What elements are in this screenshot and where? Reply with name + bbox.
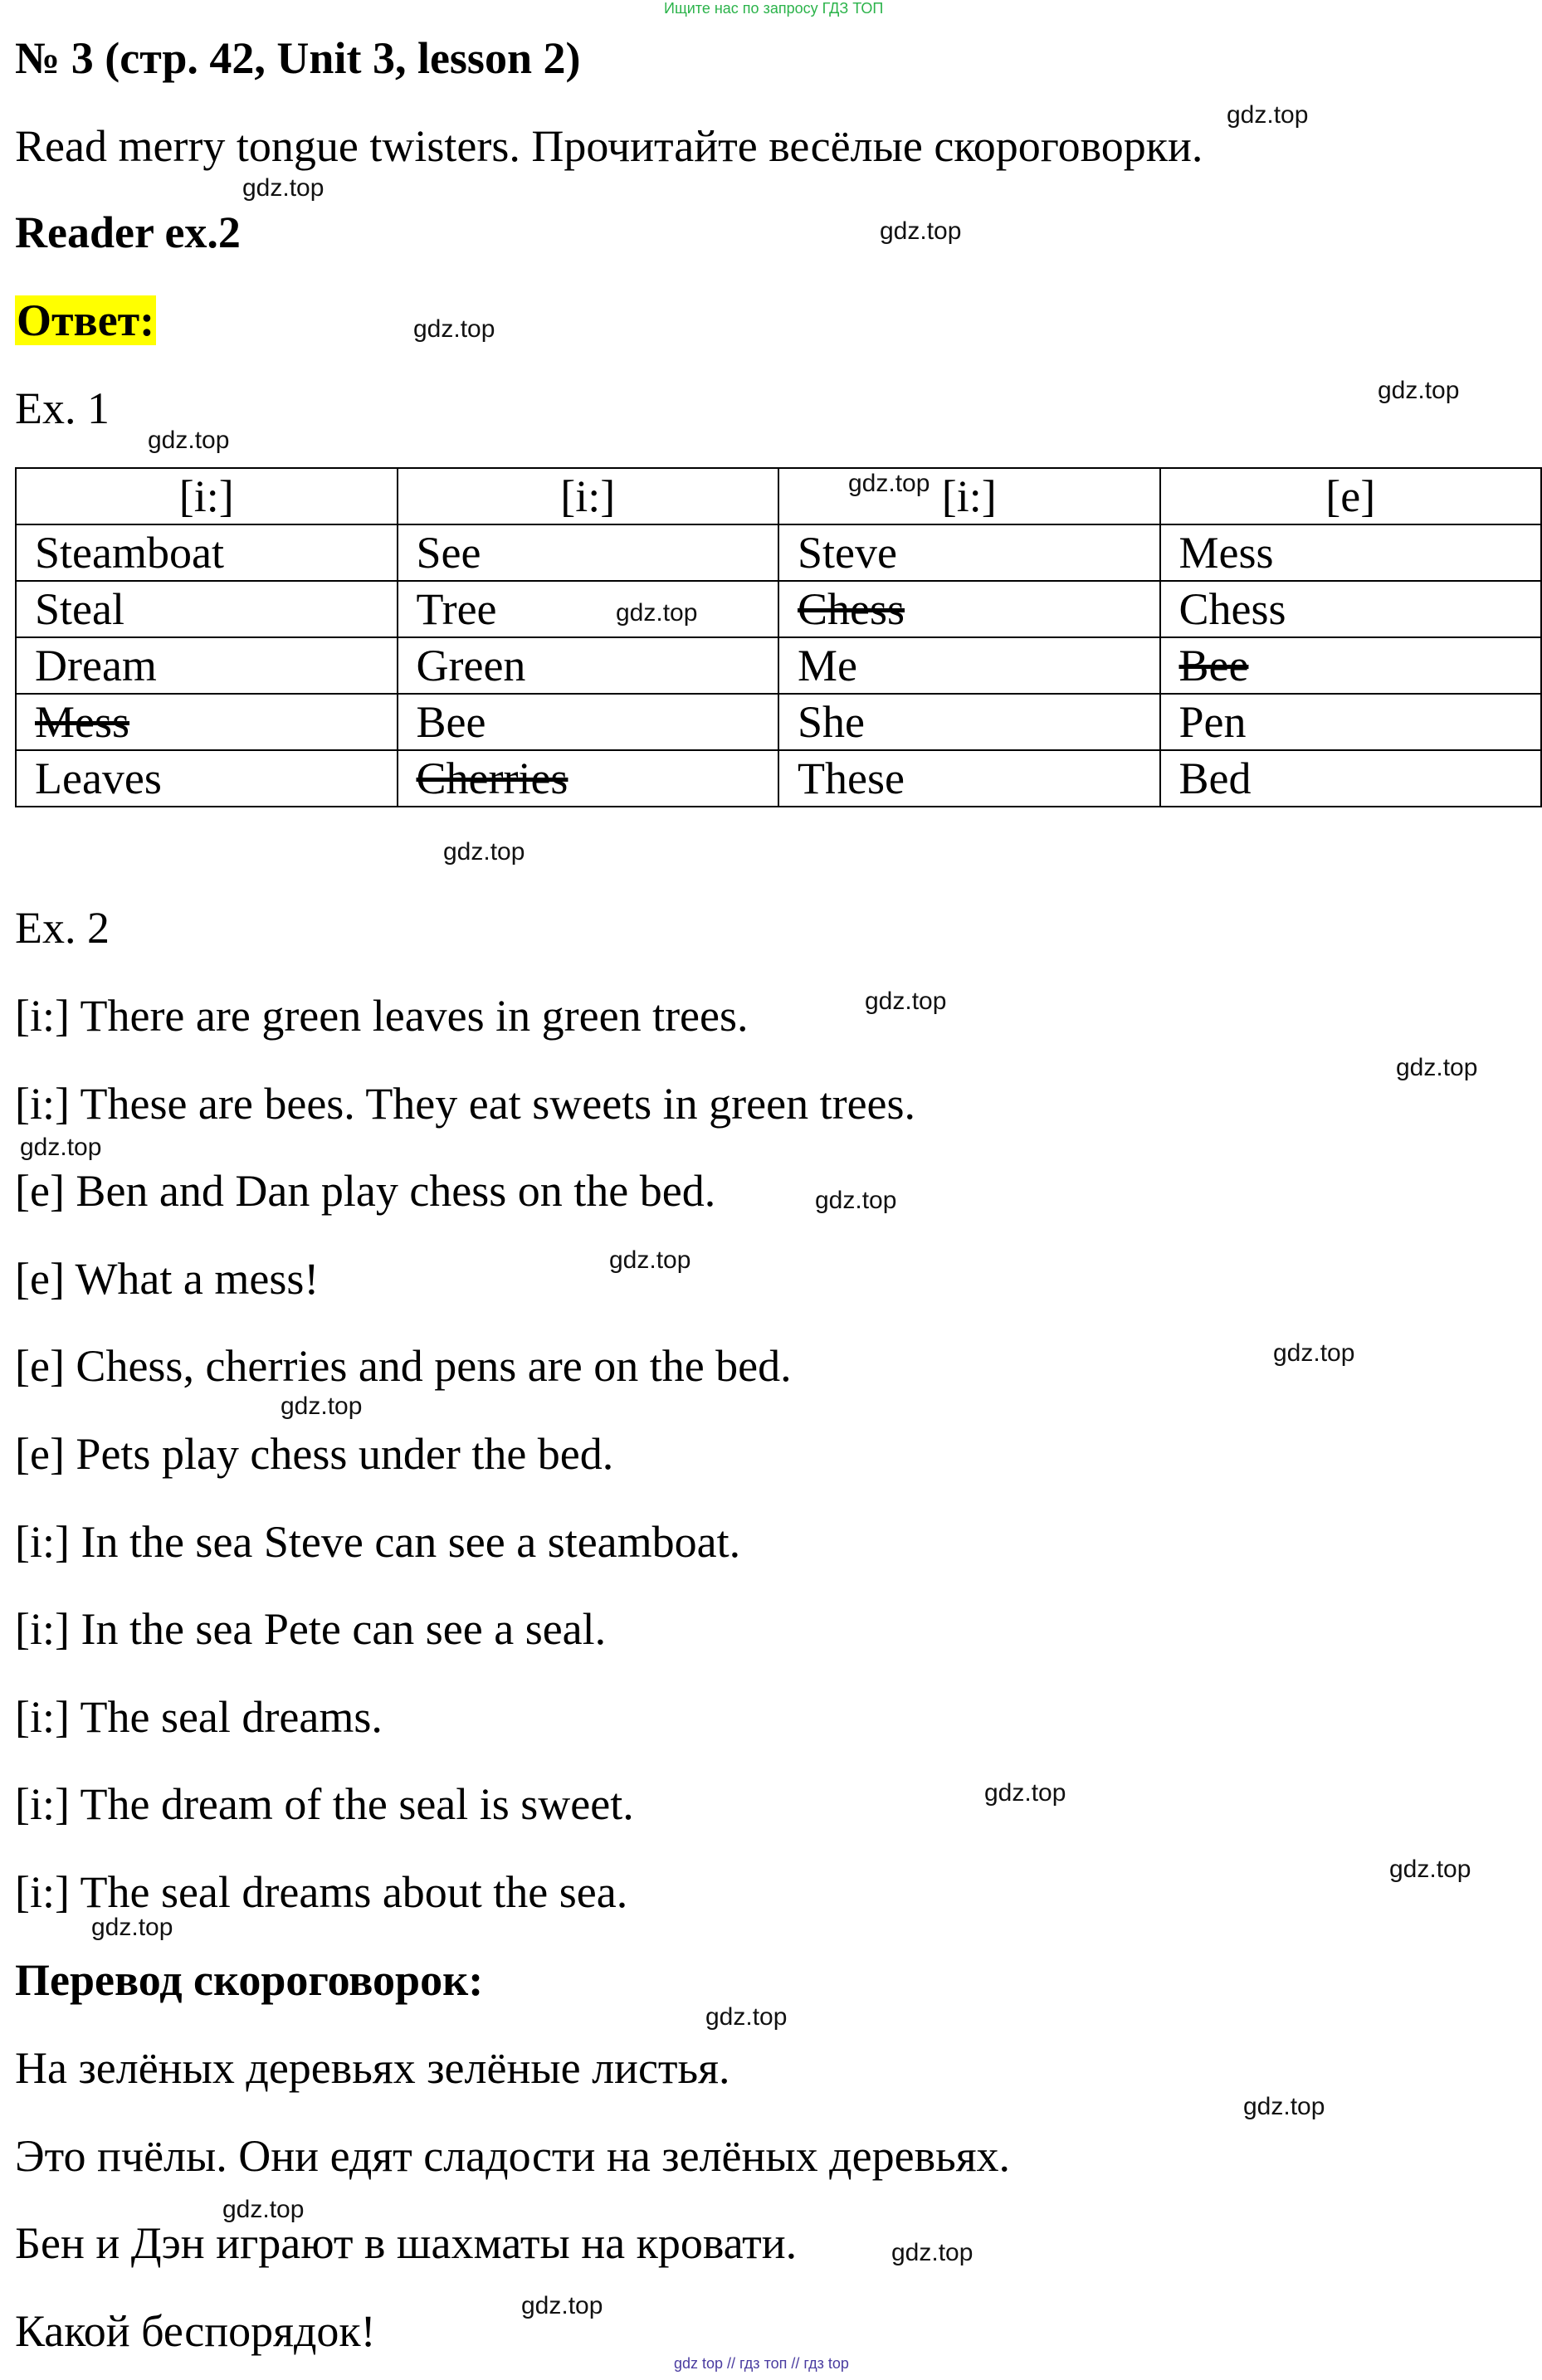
- ex1-label: Ex. 1: [15, 383, 110, 433]
- watermark: gdz.top: [521, 2292, 603, 2319]
- table-cell: Mess: [16, 694, 398, 750]
- watermark: gdz.top: [1389, 1856, 1471, 1883]
- watermark: gdz.top: [984, 1779, 1066, 1807]
- ex2-line: [i:] The dream of the seal is sweet.: [15, 1779, 634, 1830]
- table-cell: Tree: [398, 581, 779, 637]
- ex2-line: [e] Ben and Dan play chess on the bed.: [15, 1166, 716, 1217]
- ex2-line: [i:] There are green leaves in green trees.: [15, 991, 749, 1041]
- ex2-line: [i:] These are bees. They eat sweets in green trees.: [15, 1078, 916, 1129]
- ex2-line: [i:] The seal dreams about the sea.: [15, 1867, 628, 1917]
- ex2-line: [i:] In the sea Pete can see a seal.: [15, 1604, 607, 1655]
- table-cell: Me: [778, 637, 1160, 694]
- table-cell: Chess: [778, 581, 1160, 637]
- table-cell: Pen: [1160, 694, 1542, 750]
- watermark: gdz.top: [609, 1246, 691, 1274]
- table-cell: She: [778, 694, 1160, 750]
- watermark: gdz.top: [1243, 2093, 1325, 2120]
- watermark: gdz.top: [1378, 377, 1460, 404]
- watermark: gdz.top: [815, 1187, 897, 1214]
- translation-line: Это пчёлы. Они едят сладости на зелёных деревьях.: [15, 2130, 1011, 2181]
- table-row: [16, 581, 1541, 637]
- watermark: gdz.top: [848, 470, 930, 497]
- ex1-header-cell: [i:]: [778, 468, 1160, 524]
- table-row: [16, 694, 1541, 750]
- watermark: gdz.top: [616, 599, 698, 627]
- table-cell: Bee: [398, 694, 779, 750]
- table-cell: Mess: [1160, 524, 1542, 581]
- ex2-label: Ex. 2: [15, 903, 110, 953]
- translation-line: Какой беспорядок!: [15, 2305, 376, 2356]
- watermark: gdz.top: [443, 838, 525, 866]
- ex2-line: [i:] In the sea Steve can see a steamboat.: [15, 1516, 741, 1567]
- footer-note: gdz top // гдз топ // гдз top: [674, 2355, 849, 2372]
- ex2-line: [i:] The seal dreams.: [15, 1691, 383, 1742]
- table-row: [16, 750, 1541, 807]
- ex2-line: [e] Pets play chess under the bed.: [15, 1429, 614, 1479]
- watermark: gdz.top: [865, 988, 947, 1015]
- translation-line: На зелёных деревьях зелёные листья.: [15, 2043, 730, 2093]
- watermark: gdz.top: [1227, 101, 1309, 129]
- watermark: gdz.top: [705, 2003, 788, 2031]
- table-cell: Green: [398, 637, 779, 694]
- instruction: Read merry tongue twisters. Прочитайте весёлые скороговорки.: [15, 121, 1203, 171]
- page-title: № 3 (стр. 42, Unit 3, lesson 2): [15, 33, 581, 83]
- translation-line: Бен и Дэн играют в шахматы на кровати.: [15, 2218, 798, 2269]
- watermark: gdz.top: [222, 2196, 305, 2223]
- table-row: [16, 637, 1541, 694]
- translation-heading: Перевод скороговорок:: [15, 1955, 484, 2005]
- table-cell: Bee: [1160, 637, 1542, 694]
- table-cell: Bed: [1160, 750, 1542, 807]
- watermark: gdz.top: [148, 427, 230, 454]
- watermark: gdz.top: [91, 1914, 173, 1941]
- table-cell: Steal: [16, 581, 398, 637]
- table-cell: Cherries: [398, 750, 779, 807]
- watermark: gdz.top: [880, 217, 962, 245]
- ex2-line: [e] What a mess!: [15, 1253, 320, 1304]
- ex2-line: [e] Chess, cherries and pens are on the bed.: [15, 1341, 792, 1392]
- ex1-header-cell: [i:]: [398, 468, 779, 524]
- ex1-header-cell: [i:]: [16, 468, 398, 524]
- watermark: gdz.top: [1273, 1339, 1355, 1367]
- table-cell: Steve: [778, 524, 1160, 581]
- table-cell: Steamboat: [16, 524, 398, 581]
- table-cell: Chess: [1160, 581, 1542, 637]
- top-note: Ищите нас по запросу ГДЗ ТОП: [664, 0, 884, 17]
- answer-label: Ответ:: [17, 295, 155, 345]
- watermark: gdz.top: [242, 174, 325, 202]
- watermark: gdz.top: [891, 2239, 974, 2266]
- watermark: gdz.top: [281, 1392, 363, 1420]
- ex1-table: [15, 467, 1542, 807]
- table-row: [16, 524, 1541, 581]
- ex1-header-cell: [e]: [1160, 468, 1542, 524]
- table-cell: Leaves: [16, 750, 398, 807]
- ex1-header-row: [16, 468, 1541, 524]
- table-cell: See: [398, 524, 779, 581]
- table-cell: These: [778, 750, 1160, 807]
- watermark: gdz.top: [413, 315, 495, 343]
- reader-exercise: Reader ex.2: [15, 207, 241, 257]
- watermark: gdz.top: [1396, 1054, 1478, 1081]
- table-cell: Dream: [16, 637, 398, 694]
- watermark: gdz.top: [20, 1134, 102, 1161]
